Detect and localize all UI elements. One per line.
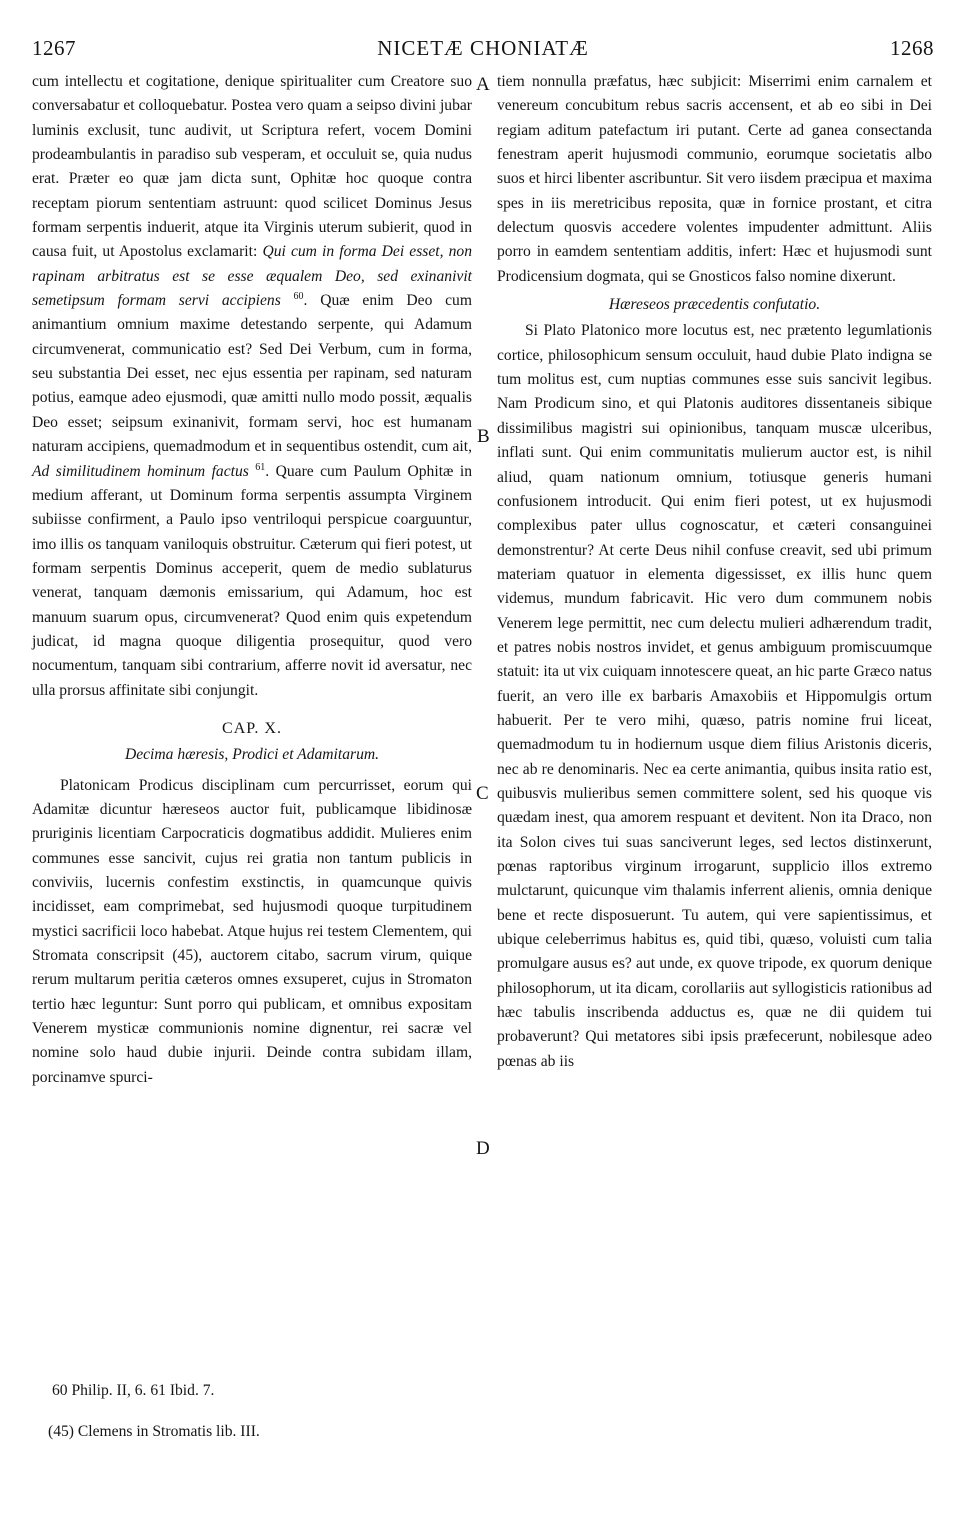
running-title: NICETÆ CHONIATÆ: [377, 36, 589, 60]
margin-letter-a: A: [476, 74, 490, 95]
page-number-left: 1267: [32, 36, 76, 60]
left-para1-quote: Qui cum in forma Dei esset, non rapinam arbitratus est se esse æqualem Deo, sed exinanivit semetipsum formam servi accipiens: [32, 243, 473, 310]
left-para1-text-a: cum intellectu et cogitatione, denique spiritualiter cum Creatore suo conversabatur et colloquebatur. Postea vero quam a seipso divini jubar luminis exclusit, tunc audivit, ut Scriptura refert, vocem Domini prodeambulantis in paradiso sub vesperam, et occuluit se, quia nudus erat. Præter eo quæ jam dicta sunt, Ophitæ hoc quoque contra receptam piorum sententiam astruunt: quod scilicet Dominus Jesus formam serpentis induerit, atque ita Virginis uterum subierit, quod in causa fuit, ut Apostolus exclamarit:: [32, 73, 472, 261]
footnote-ref-61: 61: [255, 461, 266, 473]
left-para1-quote-2: Ad similitudinem hominum factus: [32, 462, 249, 480]
left-paragraph-2: Platonicam Prodicus disciplinam cum percurrisset, eorum qui Adamitæ dicuntur hæreseos auctor fuit, publicamque libidinosæ pruriginis licentiam Carpocraticis dogmatibus addidit. Mulieres enim communes esse sancivit, cujus rei gratia non tantum publicis in conviviis, lucernis confestim exstinctis, in quamcunque quivis incidisset, eam comprimebat, sed hujusmodi quoque turpitudinem mystici sacrificii loco habebat. Atque hujus rei testem Clementem, qui Stromata conscripsit (45), auctorem citabo, sacrum virum, quique rerum multarum peritia cæteros omnes exsuperet, cujus in Stromaton tertio hæc leguntur: Sunt porro qui publicam, et omnibus expositam Venerem mysticæ communionis nomine dignentur, rei sacræ vel nomine solo haud dubie injurii. Deinde contra subidam illam, porcinamve spurci-: [32, 776, 472, 1086]
footnote-ref-60: 60: [293, 290, 304, 302]
chapter-heading: CAP. X.: [222, 719, 282, 737]
right-paragraph-2: Si Plato Platonico more locutus est, nec prætento legumlationis cortice, philosophicum sensum occuluit, haud dubie Plato indigna se tum molitus est, cum nuptias communes esse suis sancivit legibus. Nam Prodicum sino, et qui Platonis auditores dissentaneis sibique dissimilibus magistri sui opinionibus, tanquam muscæ ulceribus, inflati sunt. Qui enim communitatis mulierum auctor est, is nihil aliud, quam nationum omnium, totiusque generis humani confusionem introducit. Qui enim fieri potest, ut ex hujusmodi complexibus pater ullus cognoscatur, et cæteri consanguinei demonstrentur? At certe Deus nihil confuse creavit, sed ubi primum materiam quatuor in elementa digessisset, ex illis hunc quem videmus, mundum fabricavit. Hic vero dum communem nobis Venerem lege permittit, nec cum delectu mulieri adhærendum tradit, et patres nobis nostros invidet, et genus ambiguum promiscuumque statuit: ita ut vix cuiquam innotescere queat, an hic parte Græco natus fuerit, an vero ille ex barbaris Amaxobiis et Hippomulgis ortum habuerit. Per te vero mihi, quæso, patris nomine frui liceat, quemadmodum tu in hodiernum usque diem filius Aristonis diceris, nec ab re denominaris. Nec ea certe animantia, quibus insita ratio est, quibusvis mulieribus semen committere solent, sed his quoque vis quædam inest, qua amorem respuant et devitent. Non ita Draco, non ita Solon cives tui suas sanciverunt leges, sed lectos distinxerunt, pœnas raptoribus virginum irrogarunt, supplicio illos extremo mulctarunt, quicunque vim thalamis inferrent alienis, omnia denique bene et recte disposuerunt. Tu autem, qui vere sapientissimus, et ubique celeberrimus habitus es, quid tibi, quæso, voluisti cum talia promulgare ausus es? aut unde, ex quove tripode, ex quorum denique philosophorum, ut ita dicam, corollariis aut syllogisticis rationibus ad hæc tabulis inscribenda adductus es, quæ ne dii quidem tui probaverunt? Qui metatores sibi ipsis præfecerunt, nobilesque adeo pœnas ab iis: [497, 322, 932, 1070]
footnote-source: (45) Clemens in Stromatis lib. III.: [48, 1423, 260, 1440]
margin-letter-c: C: [476, 783, 489, 804]
left-para1-text-b: . Quæ enim Deo cum animantium omnium maxime detestando serpente, qui Adamum circumvenerat, communicatio est? Sed Dei Verbum, cum in forma, seu substantia Dei esset, nec ejus essentia per rapinam, sed naturam potius, eamque adeo ejusmodi, quæ amitti nullo modo possit, æqualis Deo esset; seipsum exinanivit, formam servi, hoc est humanam naturam accipiens, quemadmodum et in sequentibus ostendit, cum ait,: [32, 292, 472, 456]
left-para1-text-c: . Quare cum Paulum Ophitæ in medium afferant, ut Dominum forma serpentis assumpta Virginem subiisse confirment, a Paulo ipso ventriloqui perspicue coarguuntur, imo illis os tanquam vaniloquis obstruitur. Cæterum qui fieri potest, ut formam serpentis Dominus acceperit, quem de medio sublaturus venerat, tanquam dæmonis emissarium, qui Adamum, hoc est manuum suarum opus, circumvenerat? Quod enim quis expetendum judicat, id magna quoque diligentia prosequitur, quod vero nocumentum, tanquam sibi contrarium, afferre novit id aversatur, nec ulla prorsus affinitate sibi conjungit.: [32, 462, 472, 699]
margin-letter-d: D: [476, 1138, 490, 1159]
page-number-right: 1268: [890, 36, 934, 60]
left-column: [32, 70, 472, 1090]
right-column: [497, 70, 932, 1074]
left-paragraph-1: [32, 70, 472, 703]
section-subtitle: Hæreseos præcedentis confutatio.: [608, 296, 821, 314]
chapter-title: Decima hæresis, Prodici et Adamitarum.: [124, 746, 380, 764]
page-header: [32, 36, 934, 66]
footnote-scripture: 60 Philip. II, 6. 61 Ibid. 7.: [52, 1382, 215, 1399]
margin-letter-b: B: [477, 426, 490, 447]
right-paragraph-1: tiem nonnulla præfatus, hæc subjicit: Miserrimi enim carnalem et venereum concubitum rebus sacris accensent, et ab eo sibi in Dei regiam aditum patefactum iri putant. Certe ad ganea consectanda fenestram aperit hujusmodi communio, eorumque societatis albo suos et hirci libenter ascribuntur. Sit vero iisdem præcipua et maxima spes in iis meretricibus reposita, quæ in fornice prostant, et citra delectum quosvis accedere volentes impudenter admittunt. Aliis porro in eamdem sententiam additis, infert: Hæc et hujusmodi sunt Prodicensium dogmata, qui se Gnosticos falso nomine dixerunt.: [497, 73, 932, 285]
